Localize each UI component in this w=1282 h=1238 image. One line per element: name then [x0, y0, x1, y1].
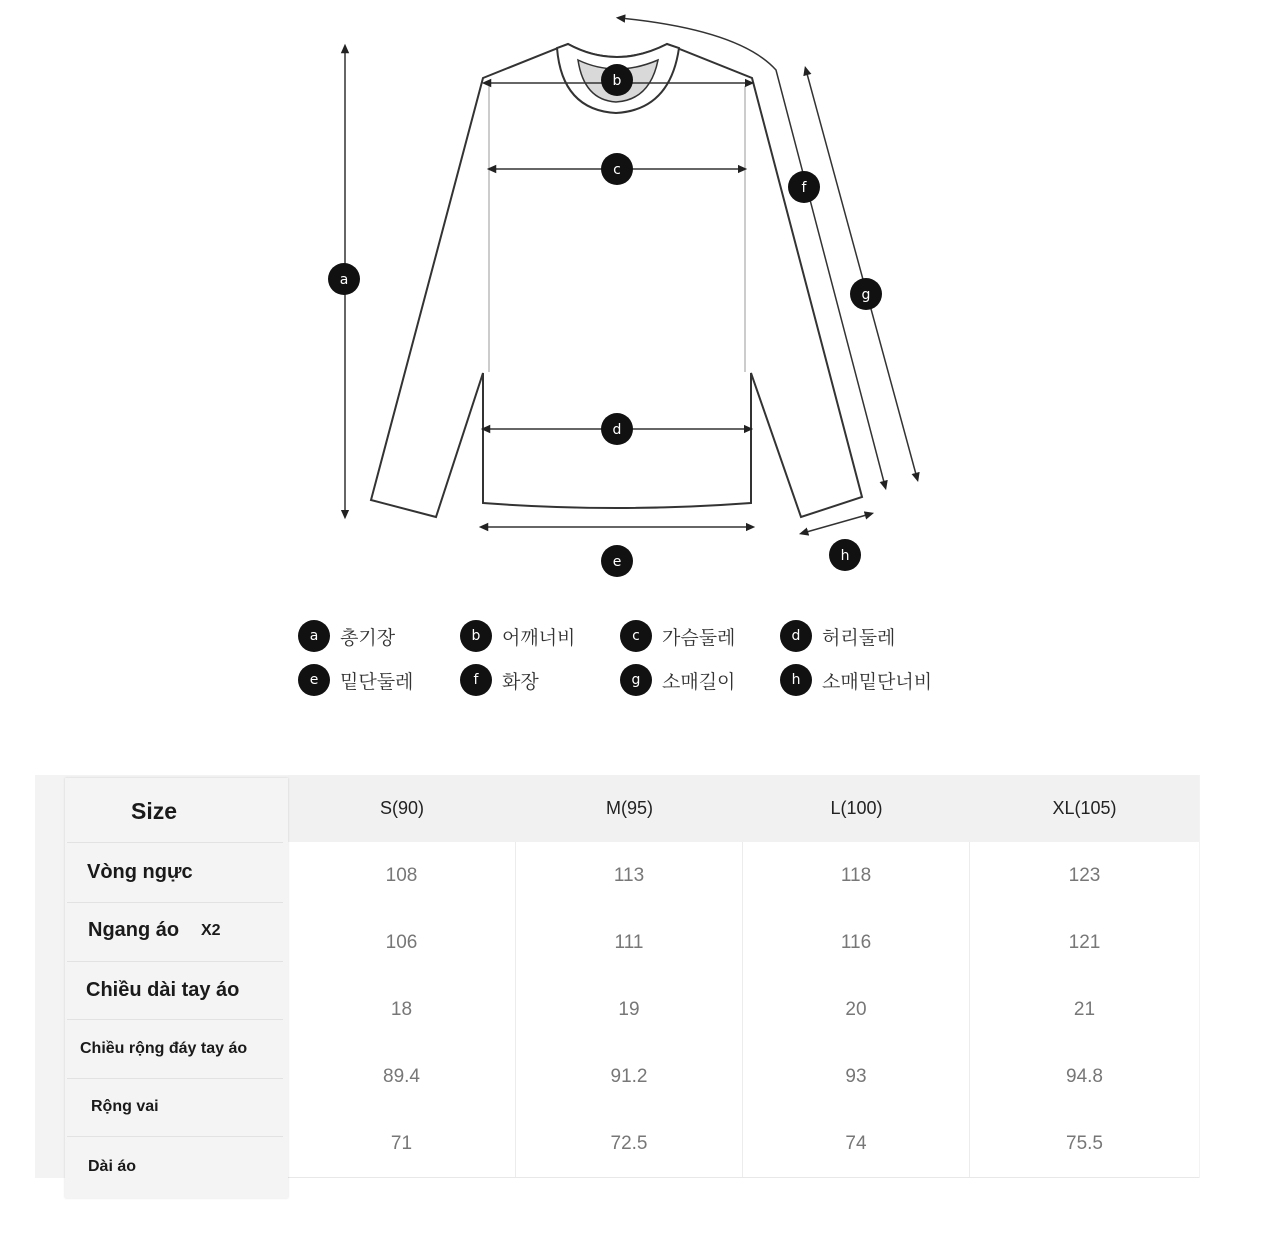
- marker-g: [850, 278, 882, 310]
- marker-d: [601, 413, 633, 445]
- row-label-panel: [65, 778, 288, 1198]
- svg-text:b: b: [612, 73, 622, 89]
- legend-item-e: e 밑단둘레: [298, 664, 413, 696]
- legend-item-h: h 소매밑단너비: [780, 664, 932, 696]
- row-label-shoulder: Rộng vai: [91, 1098, 159, 1115]
- row-label-sleeve-length: Chiều dài tay áo: [86, 979, 240, 1001]
- marker-f: [788, 171, 820, 203]
- row-label-sleeve-hem: Chiều rộng đáy tay áo: [80, 1040, 248, 1057]
- table-row: 106 111 116 121: [288, 909, 1199, 977]
- row-label-width: Ngang áo: [88, 919, 180, 941]
- svg-text:e: e: [612, 554, 622, 570]
- legend-item-g: g 소매길이: [620, 664, 735, 696]
- row-label-length: Dài áo: [88, 1158, 137, 1175]
- legend-item-c: c 가슴둘레: [620, 620, 735, 652]
- svg-text:g: g: [861, 287, 871, 303]
- legend-item-a: a 총기장: [298, 620, 395, 652]
- svg-text:f: f: [801, 180, 807, 196]
- row-label-chest: Vòng ngực: [87, 861, 193, 883]
- svg-text:a: a: [339, 272, 349, 288]
- marker-e: [601, 545, 633, 577]
- legend-item-d: d 허리둘레: [780, 620, 895, 652]
- table-row: 18 19 20 21: [288, 976, 1199, 1044]
- arrow-h: [803, 514, 870, 533]
- row-label-width-x2: X2: [201, 922, 221, 939]
- size-header-row: [288, 775, 1199, 842]
- marker-a: [328, 263, 360, 295]
- size-header-l: L(100): [830, 798, 883, 818]
- size-table: [288, 775, 1199, 1178]
- table-row: 108 113 118 123: [288, 842, 1199, 910]
- svg-text:h: h: [840, 548, 850, 564]
- marker-b: [601, 64, 633, 96]
- svg-text:d: d: [612, 422, 622, 438]
- svg-text:c: c: [613, 162, 621, 178]
- sweater-diagram: [0, 0, 1282, 610]
- legend-item-f: f 화장: [460, 664, 539, 696]
- size-header-xl: XL(105): [1052, 798, 1117, 818]
- table-row: 89.4 91.2 93 94.8: [288, 1043, 1199, 1111]
- table-row: 71 72.5 74 75.5: [288, 1110, 1199, 1178]
- size-header-s: S(90): [379, 798, 424, 818]
- size-header-label: Size: [131, 798, 178, 824]
- size-header-m: M(95): [605, 798, 653, 818]
- marker-c: [601, 153, 633, 185]
- marker-h: [829, 539, 861, 571]
- legend-item-b: b 어깨너비: [460, 620, 575, 652]
